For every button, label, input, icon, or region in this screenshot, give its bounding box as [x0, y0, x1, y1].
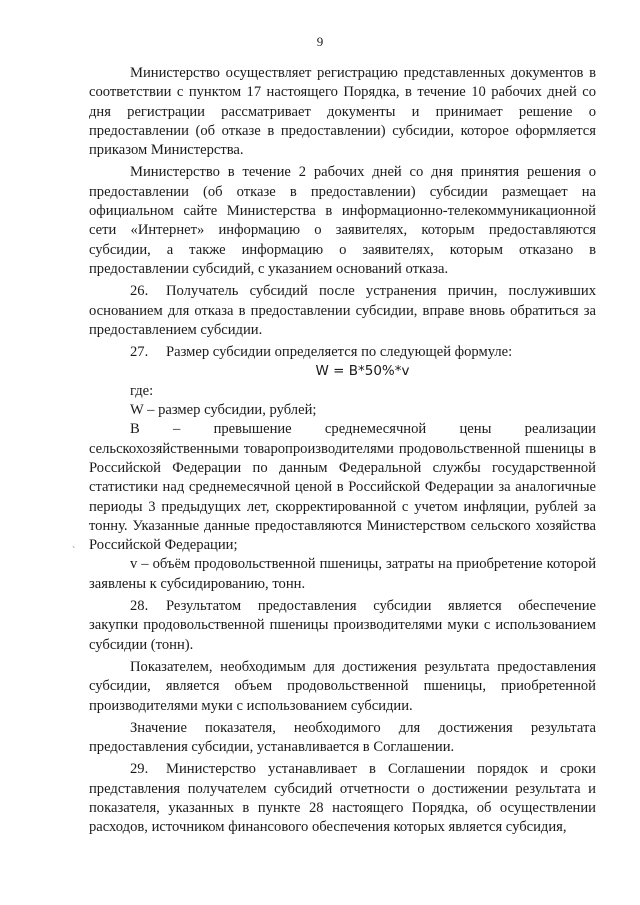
paragraph-number-28: 28. [130, 598, 149, 615]
paragraph-26 [89, 282, 596, 340]
definition-b: B – превышение среднемесячной цены реализации сельскохозяйственными товаропроизводителями продовольственной пшеницы в Российской Федерации по данным Федеральной службы государственной статистики над среднемесячной ценой в Российской Федерации за аналогичные периоды 3 предыдущих лет, скорректированной с учетом инфляции, рублей за тонну. Указанные данные предоставляются Министерством сельского хозяйства Российской Федерации; [89, 421, 596, 554]
definition-w: W – размер субсидии, рублей; [130, 402, 317, 419]
page-number: 9 [316, 34, 324, 49]
paragraph-number-27: 27. [130, 344, 149, 361]
paragraph-27 [89, 343, 596, 362]
paragraph-29 [89, 760, 596, 837]
paragraph-publication: Министерство в течение 2 рабочих дней со дня принятия решения о предоставлении (об отказе в предоставлении) субсидии размещает на официальном сайте Министерства в информационно-телекоммуникационной сети «Интернет» информацию о заявителях, которым предоставляются субсидии, а также информацию о заявителях, которым отказано в предоставлении субсидий, с указанием оснований отказа. [89, 164, 596, 277]
paragraph-26-text: Получатель субсидий после устранения причин, послуживших основанием для отказа в предоставлении субсидии, вправе вновь обратиться за предоставлением субсидии. [89, 283, 596, 338]
margin-mark: ` [72, 546, 76, 557]
document-body [89, 64, 596, 838]
paragraph-number-29: 29. [130, 761, 149, 778]
paragraph-registration: Министерство осуществляет регистрацию представленных документов в соответствии с пунктом 17 настоящего Порядка, в течение 10 рабочих дней со дня регистрации рассматривает документы и принимает решение о предоставлении (об отказе в предоставлении) субсидии, которое оформляется приказом Министерства. [89, 65, 596, 159]
paragraph-number-26: 26. [130, 283, 149, 300]
paragraph-28-indicator: Показателем, необходимым для достижения результата предоставления субсидии, является объем продовольственной пшеницы, приобретенной производителями муки с использованием субсидии. [89, 658, 596, 714]
paragraph-28 [89, 597, 596, 655]
paragraph-29-text: Министерство устанавливает в Соглашении порядок и сроки представления получателем субсидий отчетности о достижении результата и показателя, указанных в пункте 28 настоящего Порядка, об осуществлении расходов, источником финансового обеспечения которых является субсидия, [89, 761, 596, 836]
subsidy-formula: W = B*50%*v [315, 363, 410, 380]
paragraph-27-text: Размер субсидии определяется по следующей формуле: [166, 344, 513, 361]
paragraph-28-text: Результатом предоставления субсидии является обеспечение закупки продовольственной пшеницы производителями муки с использованием субсидии (тонн). [89, 598, 596, 653]
paragraph-28-value: Значение показателя, необходимого для достижения результата предоставления субсидии, устанавливается в Соглашении. [89, 719, 596, 756]
definition-v: v – объём продовольственной пшеницы, затраты на приобретение которой заявлены к субсидированию, тонн. [89, 556, 596, 592]
formula-where: где: [130, 382, 154, 399]
